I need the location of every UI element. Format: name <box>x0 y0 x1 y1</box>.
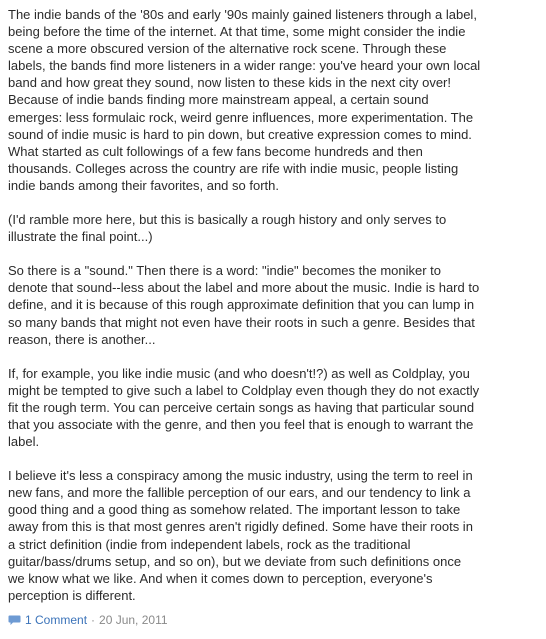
comments-link[interactable] <box>8 612 87 628</box>
post-paragraph-2: (I'd ramble more here, but this is basically a rough history and only serves to illustrate the final point...) <box>8 212 447 245</box>
post-paragraph-1: The indie bands of the '80s and early '90s mainly gained listeners through a label, being before the time of the internet. At that time, some might consider the indie scene a more obscured version of the alternative rock scene. Through these labels, the bands find more listeners in a wider range: you've heard your own local band and how great they sound, now listen to these kids in the next city over! Because of indie bands finding more mainstream appeal, a certain sound emerges: less formulaic rock, weird genre influences, more experimentation. The sound of indie music is hard to pin down, but creative expression comes to mind. What started as cult followings of a few fans become hundreds and then thousands. Colleges across the country are rife with indie music, people listing indie bands among their favorites, and so forth. <box>8 7 481 193</box>
post-paragraph-3: So there is a "sound." Then there is a word: "indie" becomes the moniker to denote that sound--less about the label and more about the music. Indie is hard to define, and it is because of this rough approximate definition that you can lump in so many bands that might not even have their roots in such a genre. Besides that reason, there is another... <box>8 263 480 347</box>
post-date: 20 Jun, 2011 <box>99 613 168 627</box>
post-body <box>8 6 538 621</box>
meta-separator: · <box>91 613 96 627</box>
speech-bubble-icon <box>8 615 21 626</box>
post-paragraph-4: If, for example, you like indie music (and who doesn't!?) as well as Coldplay, you might be tempted to give such a label to Coldplay even though they do not exactly fit the rough term. You can perceive certain songs as having that particular sound that you associate with the genre, and then you feel that is enough to warrant the label. <box>8 365 480 450</box>
comments-count-label: 1 Comment <box>25 613 88 627</box>
post-paragraph-5: I believe it's less a conspiracy among the music industry, using the term to reel in new fans, and more the fallible perception of our ears, and our tendency to link a good thing and a good thing as somehow related. The important lesson to take away from this is that most genres aren't rigidly defined. Some have their roots in a strict definition (indie from independent labels, rock as the traditional guitar/bass/drums setup, and so on), but we deviate from such definitions once we know what we like. And when it comes down to perception, everyone's perception is different. <box>8 468 473 603</box>
post-meta <box>8 612 168 628</box>
